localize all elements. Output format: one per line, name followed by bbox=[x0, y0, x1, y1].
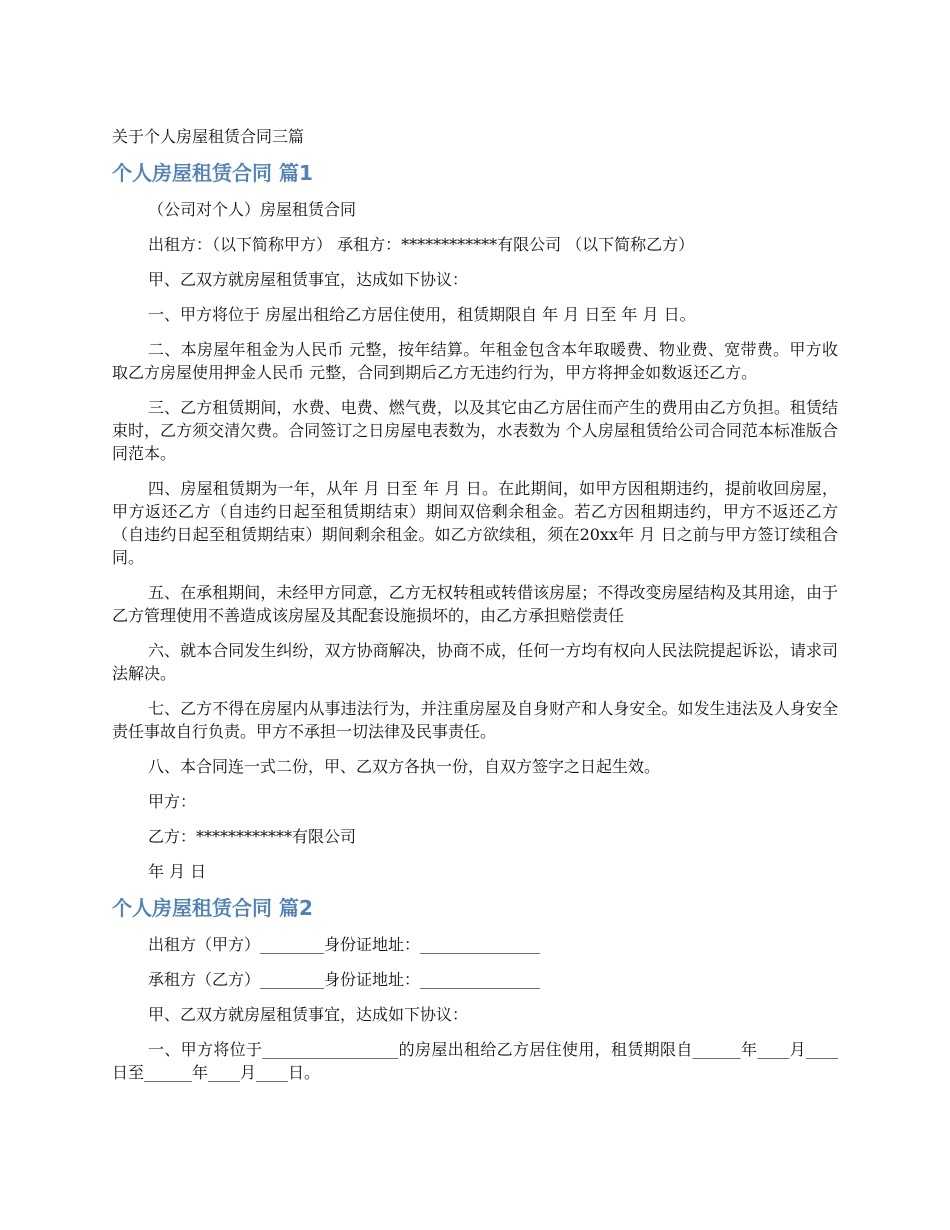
paragraph: 甲、乙双方就房屋租赁事宜，达成如下协议： bbox=[148, 270, 469, 289]
paragraph: （公司对个人）房屋租赁合同 bbox=[148, 200, 357, 219]
paragraph: 五、在承租期间，未经甲方同意，乙方无权转租或转借该房屋；不得改变房屋结构及其用途，由于乙方管理使用不善造成该房屋及其配套设施损坏的，由乙方承担赔偿责任 bbox=[112, 583, 838, 625]
paragraph: 一、甲方将位于 房屋出租给乙方居住使用，租赁期限自 年 月 日至 年 月 日。 bbox=[148, 305, 696, 324]
paragraph: 出租方：（以下简称甲方） 承租方：************有限公司 （以下简称乙方） bbox=[148, 235, 695, 254]
paragraph: 承租方（乙方）________身份证地址：_______________ bbox=[148, 970, 541, 989]
paragraph: 八、本合同连一式二份，甲、乙双方各执一份，自双方签字之日起生效。 bbox=[148, 757, 661, 776]
signature-line-party-a: 甲方： bbox=[148, 792, 197, 811]
paragraph: 二、本房屋年租金为人民币 元整，按年结算。年租金包含本年取暖费、物业费、宽带费。甲方收取乙方房屋使用押金人民币 元整，合同到期后乙方无违约行为，甲方将押金如数返还乙方。 bbox=[112, 340, 838, 382]
paragraph: 四、房屋租赁期为一年，从年 月 日至 年 月 日。在此期间，如甲方因租期违约，提前收回房屋，甲方返还乙方（自违约日起至租赁期结束）期间双倍剩余租金。若乙方因租期违约，甲方不返还乙方（自违约日起至租赁期结束）期间剩余租金。如乙方欲续租，须在20xx年 月 日之前与甲方签订续租合同。 bbox=[112, 479, 838, 567]
section-heading: 个人房屋租赁合同 篇2 bbox=[112, 896, 313, 920]
document-title: 关于个人房屋租赁合同三篇 bbox=[112, 127, 305, 146]
paragraph: 六、就本合同发生纠纷，双方协商解决，协商不成，任何一方均有权向人民法院提起诉讼，请求司法解决。 bbox=[112, 641, 838, 683]
paragraph: 出租方（甲方）________身份证地址：_______________ bbox=[148, 935, 541, 954]
paragraph: 一、甲方将位于_________________的房屋出租给乙方居住使用，租赁期限自______年____月____日至______年____月____日。 bbox=[112, 1040, 838, 1082]
paragraph: 甲、乙双方就房屋租赁事宜，达成如下协议： bbox=[148, 1005, 469, 1024]
paragraph: 三、乙方租赁期间，水费、电费、燃气费，以及其它由乙方居住而产生的费用由乙方负担。租赁结束时，乙方须交清欠费。合同签订之日房屋电表数为，水表数为 个人房屋租赁给公司合同范本标准版合同范本。 bbox=[112, 398, 838, 463]
section-heading: 个人房屋租赁合同 篇1 bbox=[112, 161, 313, 185]
signature-line-party-b: 乙方：************有限公司 bbox=[148, 827, 357, 846]
section-2 bbox=[112, 895, 838, 1084]
date-line: 年 月 日 bbox=[148, 862, 207, 881]
paragraph: 七、乙方不得在房屋内从事违法行为，并注重房屋及自身财产和人身安全。如发生违法及人身安全责任事故自行负责。甲方不承担一切法律及民事责任。 bbox=[112, 699, 838, 741]
section-1 bbox=[112, 160, 838, 883]
